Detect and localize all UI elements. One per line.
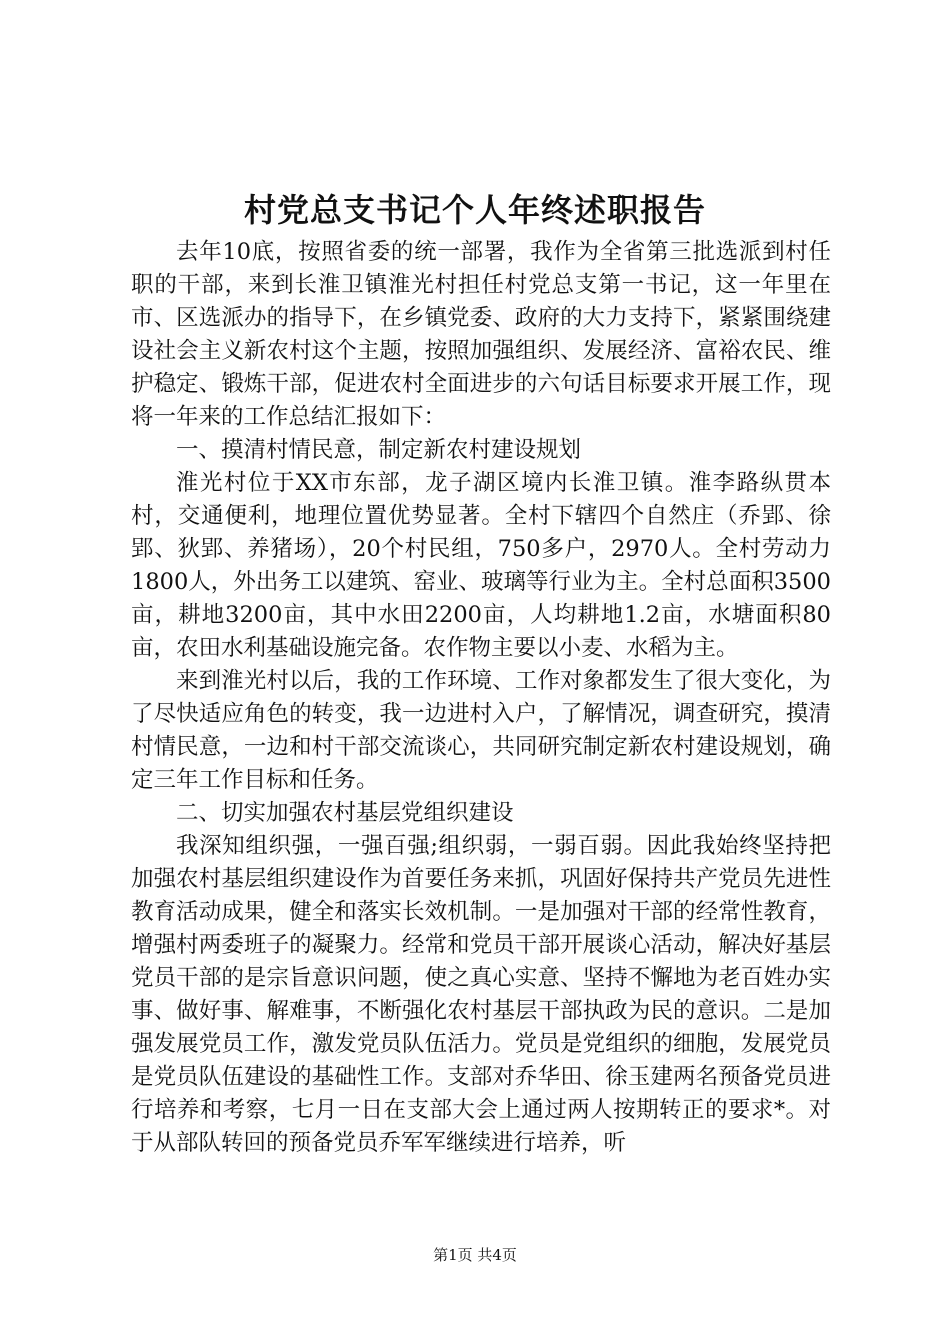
paragraph-party-building: 我深知组织强，一强百强;组织弱，一弱百弱。因此我始终坚持把加强农村基层组织建设作为首要任务来抓，巩固好保持共产党员先进性教育活动成果，健全和落实长效机制。一是加强对干部的经常性教育，增强村两委班子的凝聚力。经常和党员干部开展谈心活动，解决好基层党员干部的是宗旨意识问题，使之真心实意、坚持不懈地为老百姓办实事、做好事、解难事，不断强化农村基层干部执政为民的意识。二是加强发展党员工作，激发党员队伍活力。党员是党组织的细胞，发展党员是党员队伍建设的基础性工作。支部对乔华田、徐玉建两名预备党员进行培养和考察，七月一日在支部大会上通过两人按期转正的要求*。对于从部队转回的预备党员乔军军继续进行培养，听 (131, 833, 831, 1156)
section-heading-2: 二、切实加强农村基层党组织建设 (176, 800, 514, 826)
paragraph-planning: 来到淮光村以后，我的工作环境、工作对象都发生了很大变化，为了尽快适应角色的转变，我一边进村入户，了解情况，调查研究，摸清村情民意，一边和村干部交流谈心，共同研究制定新农村建设规划，确定三年工作目标和任务。 (131, 668, 831, 793)
document-body (131, 236, 831, 1160)
paragraph-intro: 去年10底，按照省委的统一部署，我作为全省第三批选派到村任职的干部，来到长淮卫镇淮光村担任村党总支第一书记，这一年里在市、区选派办的指导下，在乡镇党委、政府的大力支持下，紧紧围绕建设社会主义新农村这个主题，按照加强组织、发展经济、富裕农民、维护稳定、锻炼干部，促进农村全面进步的六句话目标要求开展工作，现将一年来的工作总结汇报如下： (131, 239, 831, 430)
document-title: 村党总支书记个人年终述职报告 (243, 191, 706, 229)
paragraph-village-profile: 淮光村位于XX市东部，龙子湖区境内长淮卫镇。淮李路纵贯本村，交通便利，地理位置优势显著。全村下辖四个自然庄（乔郢、徐郢、狄郢、养猪场），20个村民组，750多户，2970人。全村劳动力1800人，外出务工以建筑、窑业、玻璃等行业为主。全村总面积3500亩，耕地3200亩，其中水田2200亩，人均耕地1.2亩，水塘面积80亩，农田水利基础设施完备。农作物主要以小麦、水稻为主。 (131, 470, 831, 661)
page-footer: 第1页 共4页 (433, 1246, 517, 1264)
section-heading-1: 一、摸清村情民意，制定新农村建设规划 (176, 437, 582, 463)
